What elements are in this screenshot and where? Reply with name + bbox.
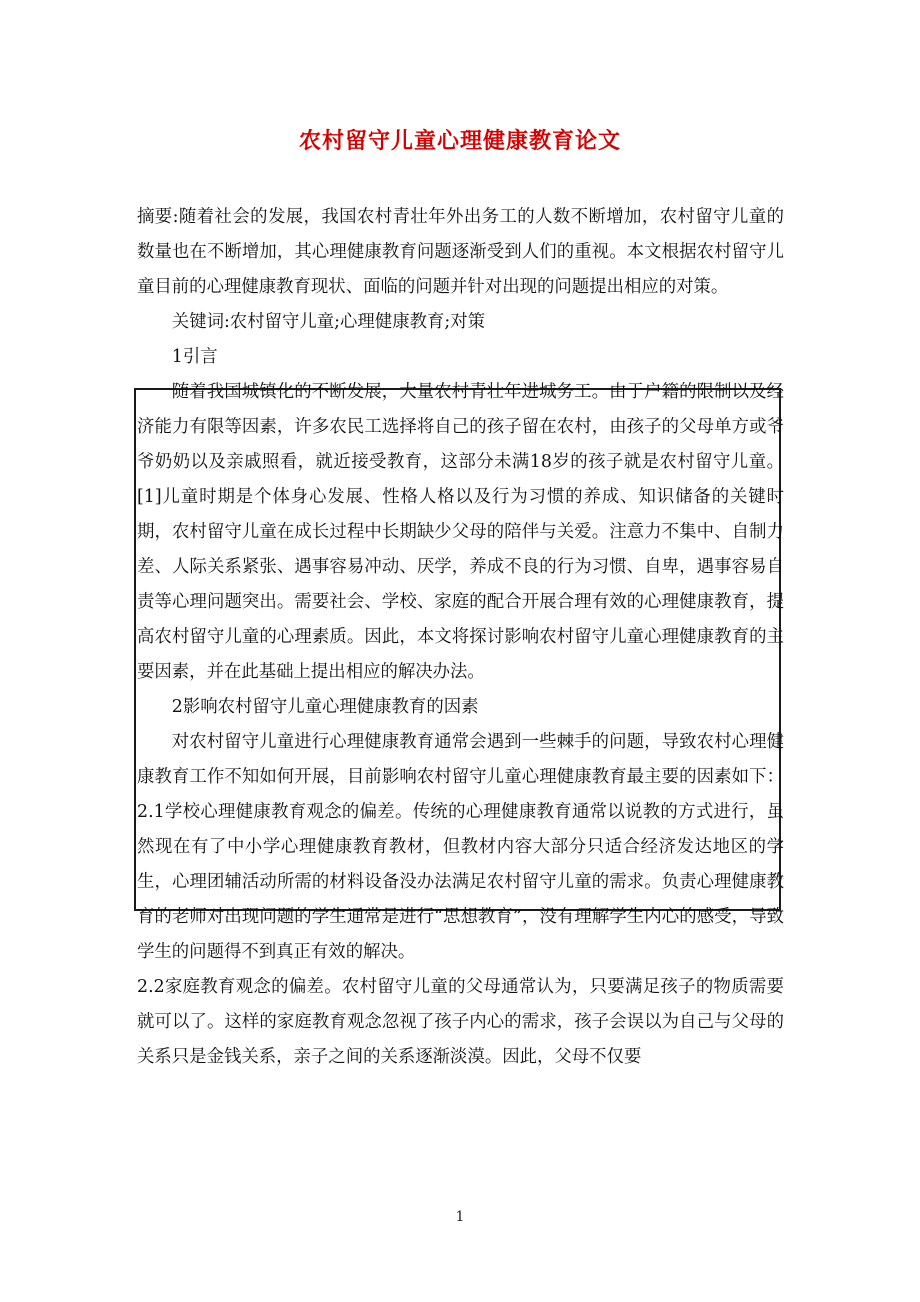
keywords-line: 关键词:农村留守儿童;心理健康教育;对策	[171, 312, 486, 332]
abstract-paragraph: 摘要:随着社会的发展，我国农村青壮年外出务工的人数不断增加，农村留守儿童的数量也在不断增加，其心理健康教育问题逐渐受到人们的重视。本文根据农村留守儿童目前的心理健康教育现状、面临的问题并针对出现的问题提出相应的对策。	[137, 207, 784, 297]
section-2-heading: 2影响农村留守儿童心理健康教育的因素	[171, 697, 479, 717]
section-2-paragraph: 对农村留守儿童进行心理健康教育通常会遇到一些棘手的问题，导致农村心理健康教育工作不知如何开展，目前影响农村留守儿童心理健康教育最主要的因素如下：2.1学校心理健康教育观念的偏差。传统的心理健康教育通常以说教的方式进行，虽然现在有了中小学心理健康教育教材，但教材内容大部分只适合经济发达地区的学生，心理团辅活动所需的材料设备没办法满足农村留守儿童的需求。负责心理健康教育的老师对出现问题的学生通常是进行“思想教育”，没有理解学生内心的感受，导致学生的问题得不到真正有效的解决。	[137, 732, 784, 962]
document-title: 农村留守儿童心理健康教育论文	[298, 129, 621, 154]
section-1-paragraph: 随着我国城镇化的不断发展，大量农村青壮年进城务工。由于户籍的限制以及经济能力有限等因素，许多农民工选择将自己的孩子留在农村，由孩子的父母单方或爷爷奶奶以及亲戚照看，就近接受教育，这部分未满18岁的孩子就是农村留守儿童。[1]儿童时期是个体身心发展、性格人格以及行为习惯的养成、知识储备的关键时期，农村留守儿童在成长过程中长期缺少父母的陪伴与关爱。注意力不集中、自制力差、人际关系紧张、遇事容易冲动、厌学，养成不良的行为习惯、自卑，遇事容易自责等心理问题突出。需要社会、学校、家庭的配合开展合理有效的心理健康教育，提高农村留守儿童的心理素质。因此，本文将探讨影响农村留守儿童心理健康教育的主要因素，并在此基础上提出相应的解决办法。	[137, 382, 784, 682]
section-2-2-paragraph: 2.2家庭教育观念的偏差。农村留守儿童的父母通常认为，只要满足孩子的物质需要就可以了。这样的家庭教育观念忽视了孩子内心的需求，孩子会误以为自己与父母的关系只是金钱关系，亲子之间的关系逐渐淡漠。因此，父母不仅要	[137, 977, 784, 1067]
document-body	[137, 200, 784, 1075]
section-1-heading: 1引言	[171, 347, 218, 367]
page-number: 1	[455, 1209, 465, 1225]
